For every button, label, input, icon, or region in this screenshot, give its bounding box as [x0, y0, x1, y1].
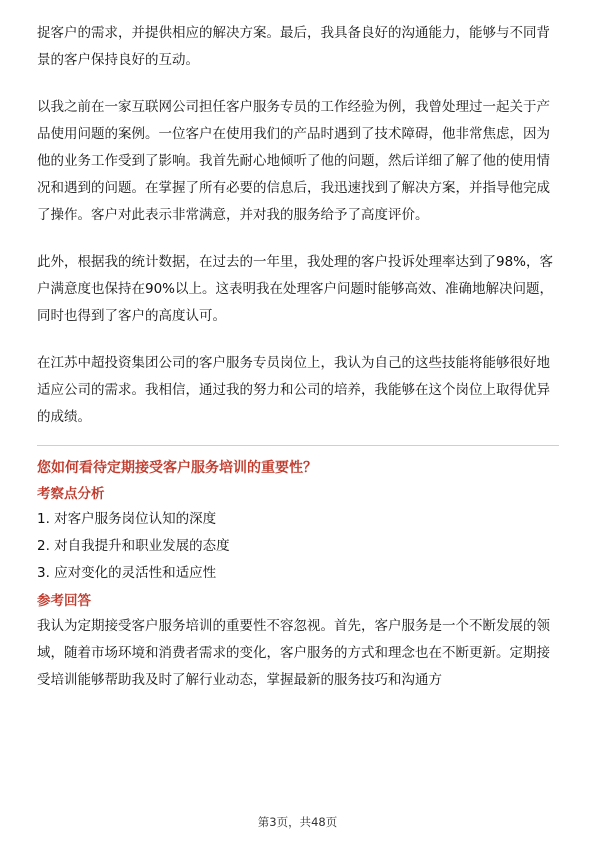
answer-heading: 参考回答 — [37, 593, 91, 609]
section-divider — [37, 445, 559, 446]
answer-text: 我认为定期接受客户服务培训的重要性不容忽视。首先，客户服务是一个不断发展的领域，随着市场环境和消费者需求的变化，客户服务的方式和理念也在不断更新。定期接受培训能够帮助我及时了解行业动态，掌握最新的服务技巧和沟通方 — [37, 618, 550, 688]
analysis-point-1: 1. 对客户服务岗位认知的深度 — [37, 511, 217, 527]
body-paragraph-2: 以我之前在一家互联网公司担任客户服务专员的工作经验为例，我曾处理过一起关于产品使用问题的案例。一位客户在使用我们的产品时遇到了技术障碍，他非常焦虑，因为他的业务工作受到了影响。我首先耐心地倾听了他的问题，然后详细了解了他的使用情况和遇到的问题。在掌握了所有必要的信息后，我迅速找到了解决方案，并指导他完成了操作。客户对此表示非常满意，并对我的服务给予了高度评价。 — [37, 99, 550, 223]
body-paragraph-1: 捉客户的需求，并提供相应的解决方案。最后，我具备良好的沟通能力，能够与不同背景的客户保持良好的互动。 — [37, 25, 550, 68]
analysis-point-2: 2. 对自我提升和职业发展的态度 — [37, 538, 230, 554]
page-content — [37, 20, 559, 694]
analysis-point-3: 3. 应对变化的灵活性和适应性 — [37, 565, 217, 581]
analysis-heading: 考察点分析 — [37, 486, 105, 502]
page-number-footer: 第3页，共48页 — [257, 815, 338, 829]
body-paragraph-3: 此外，根据我的统计数据，在过去的一年里，我处理的客户投诉处理率达到了98%，客户满意度也保持在90%以上。这表明我在处理客户问题时能够高效、准确地解决问题，同时也得到了客户的高度认可。 — [37, 254, 554, 324]
body-paragraph-4: 在江苏中超投资集团公司的客户服务专员岗位上，我认为自己的这些技能将能够很好地适应公司的需求。我相信，通过我的努力和公司的培养，我能够在这个岗位上取得优异的成绩。 — [37, 355, 550, 425]
interview-question: 您如何看待定期接受客户服务培训的重要性？ — [37, 460, 317, 476]
